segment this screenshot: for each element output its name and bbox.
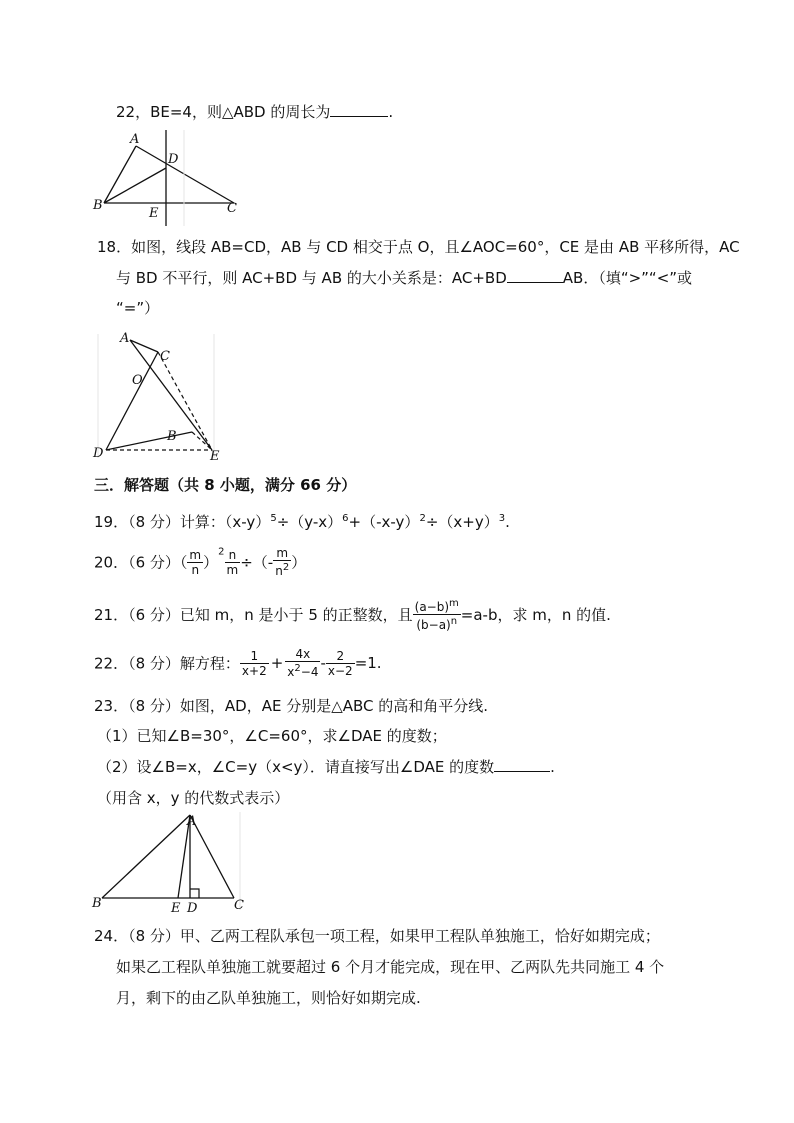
q19-p2: ÷（y-x） bbox=[276, 513, 343, 531]
q22 bbox=[94, 647, 382, 679]
q18-line1: 18．如图，线段 AB=CD，AB 与 CD 相交于点 O，且∠AOC=60°，CE 是由 AB 平移所得，AC bbox=[97, 238, 740, 256]
label-C: C bbox=[227, 201, 237, 216]
q20-div: ÷（- bbox=[240, 553, 274, 572]
fraction-m-over-n: $\frac{m}{n}$ bbox=[189, 547, 202, 577]
q18-line2-a: 与 BD 不平行，则 AC+BD 与 AB 的大小关系是：AC+BD bbox=[116, 269, 507, 287]
label-D: D bbox=[93, 446, 104, 461]
fraction-2-over-x-minus-2: $\frac{2}{x-2}$ bbox=[327, 648, 353, 678]
q18-line3: “=”） bbox=[116, 299, 160, 317]
fraction-n-over-m: $\frac{n}{m}$ bbox=[226, 547, 239, 577]
fraction-m-over-n2: $\frac{m}{n^2}$ bbox=[275, 546, 290, 578]
label-B: B bbox=[167, 429, 177, 444]
q22-minus: - bbox=[320, 654, 326, 672]
q20 bbox=[94, 546, 306, 578]
q19-p3: +（-x-y） bbox=[348, 513, 420, 531]
q20-exp: 2 bbox=[218, 546, 225, 558]
q23-line3-a: （2）设∠B=x，∠C=y（x<y）．请直接写出∠DAE 的度数 bbox=[97, 758, 495, 776]
q23-line3-end: . bbox=[550, 758, 555, 776]
q24-line2: 如果乙工程队单独施工就要超过 6 个月才能完成，现在甲、乙两队先共同施工 4 个 bbox=[116, 958, 665, 976]
answer-blank bbox=[507, 268, 563, 283]
q19 bbox=[94, 511, 510, 532]
q23-line1: 23．（8 分）如图，AD，AE 分别是△ABC 的高和角平分线. bbox=[94, 697, 489, 715]
q19-e1: 5 bbox=[270, 513, 277, 524]
label-C: C bbox=[160, 349, 170, 364]
q21-prefix: 21．（6 分）已知 m，n 是小于 5 的正整数，且 bbox=[94, 606, 413, 624]
q19-e3: 2 bbox=[419, 513, 426, 524]
q19-e4: 3 bbox=[498, 513, 506, 524]
q18-line2-b: AB．（填“>”“<”或 bbox=[562, 269, 693, 287]
q22-plus: + bbox=[270, 654, 284, 672]
q17-text-body: 22，BE=4，则△ABD 的周长为 bbox=[116, 103, 331, 121]
label-A: A bbox=[130, 132, 140, 147]
q21 bbox=[94, 597, 611, 632]
q24-line1: 24．（8 分）甲、乙两工程队承包一项工程，如果甲工程队单独施工，恰好如期完成； bbox=[94, 927, 660, 945]
label-O: O bbox=[132, 373, 143, 388]
label-E: E bbox=[149, 206, 159, 221]
figure-q23 bbox=[90, 810, 250, 915]
label-E: E bbox=[171, 901, 181, 915]
q23-line4: （用含 x，y 的代数式表示） bbox=[97, 789, 290, 807]
label-C: C bbox=[234, 898, 244, 913]
q23-line2: （1）已知∠B=30°，∠C=60°，求∠DAE 的度数； bbox=[97, 727, 447, 745]
fraction-4x-over-x2-minus-4: $\frac{4x}{x^2-4}$ bbox=[287, 647, 319, 679]
q17-text bbox=[116, 101, 393, 122]
fraction-q21: $\frac{(a-b)^m}{(b-a)^n}$ bbox=[414, 598, 459, 632]
label-B: B bbox=[93, 198, 103, 213]
label-A: A bbox=[120, 331, 130, 346]
q19-e2: 6 bbox=[342, 513, 349, 524]
label-D: D bbox=[187, 901, 198, 915]
q19-end: . bbox=[505, 513, 510, 531]
label-E: E bbox=[210, 449, 220, 464]
fraction-1-over-x-plus-2: $\frac{1}{x+2}$ bbox=[241, 648, 267, 678]
q21-suffix: =a-b，求 m，n 的值. bbox=[460, 606, 611, 624]
q20-open: （ bbox=[179, 553, 188, 572]
q22-prefix: 22．（8 分）解方程： bbox=[94, 654, 240, 673]
q20-close: ） bbox=[291, 553, 307, 572]
section-heading: 三．解答题（共 8 小题，满分 66 分） bbox=[94, 476, 357, 494]
label-D: D bbox=[168, 152, 179, 167]
label-B: B bbox=[92, 896, 102, 911]
answer-blank bbox=[494, 757, 550, 772]
q24-line3: 月，剩下的由乙队单独施工，则恰好如期完成. bbox=[116, 989, 421, 1007]
q17-period: . bbox=[388, 103, 394, 121]
figure-q18 bbox=[90, 330, 225, 465]
q19-p4: ÷（x+y） bbox=[425, 513, 499, 531]
q20-close1: ） bbox=[203, 553, 219, 572]
q18-line2 bbox=[116, 267, 692, 288]
answer-blank bbox=[330, 102, 388, 117]
q22-suffix: =1. bbox=[354, 654, 382, 672]
figure-q17 bbox=[90, 126, 250, 230]
label-A: A bbox=[187, 813, 197, 829]
q19-p1: 19．（8 分）计算：（x-y） bbox=[94, 513, 271, 531]
q23-line3 bbox=[97, 756, 555, 777]
q20-prefix: 20．（6 分） bbox=[94, 553, 180, 572]
